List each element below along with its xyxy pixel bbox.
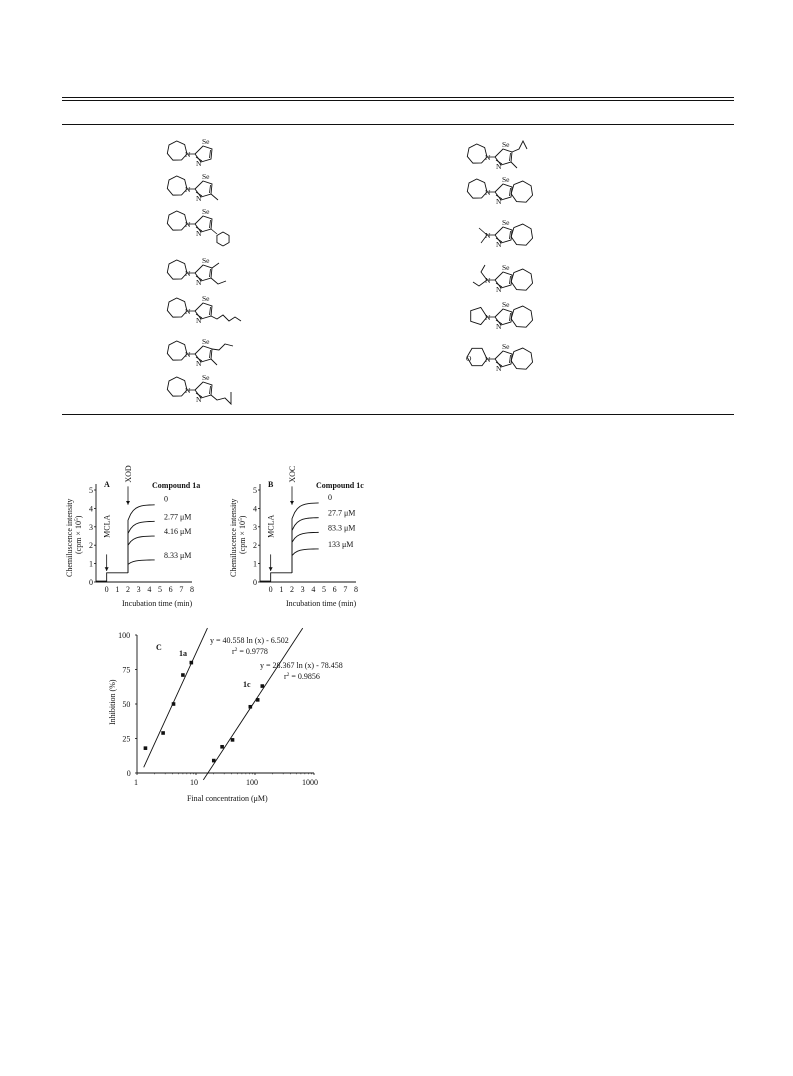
series-curve	[292, 503, 319, 573]
structure-left-6	[165, 368, 285, 412]
y-tick-label: 3	[253, 522, 257, 532]
y-axis-label-end: )	[238, 515, 247, 519]
panel-a-chart	[62, 458, 232, 618]
y-axis-label-2a: (cpm × 10	[238, 521, 247, 554]
x-tick-label: 7	[179, 585, 184, 594]
y-tick-label: 1	[253, 559, 257, 569]
data-point-1c	[261, 684, 265, 688]
mcla-label: MCLA	[266, 514, 276, 538]
n-label: N	[496, 197, 502, 206]
series-label-1c: 1c	[243, 680, 251, 689]
x-tick-label: 7	[343, 585, 348, 594]
series-curve	[128, 505, 155, 573]
se-label: Se	[502, 140, 510, 149]
y-tick-label: 0	[126, 769, 131, 778]
o-label: O	[466, 354, 472, 363]
se-label: Se	[202, 373, 210, 382]
structure-right-2	[465, 213, 585, 257]
structure-left-4	[165, 289, 285, 333]
x-tick-label: 10	[190, 778, 198, 787]
curve-label: 2.77 μM	[164, 512, 192, 522]
n-label: N	[196, 359, 202, 368]
data-point-1a	[144, 746, 148, 750]
n-label: N	[485, 276, 491, 285]
structure-right-4	[465, 295, 585, 339]
structure-left-2	[165, 202, 285, 246]
data-point-1c	[231, 738, 235, 742]
curve-label: 27.7 μM	[328, 508, 356, 518]
se-label: Se	[502, 263, 510, 272]
panel-letter: B	[268, 480, 274, 489]
y-axis-label-sup: 5	[238, 518, 244, 522]
curve-label: 83.3 μM	[328, 523, 356, 533]
compound-title: Compound 1c	[316, 481, 364, 490]
series-curve	[128, 536, 155, 573]
n-label: N	[496, 240, 502, 249]
n-label: N	[196, 194, 202, 203]
se-label: Se	[502, 175, 510, 184]
y-axis-label-2	[74, 515, 83, 554]
panel-b-chart	[226, 458, 396, 618]
data-point-1c	[212, 759, 216, 763]
y-tick-label: 4	[89, 504, 93, 514]
table-top-rule-2	[62, 100, 734, 101]
data-point-1c	[220, 745, 224, 749]
series-curve	[128, 560, 155, 573]
x-tick-label: 5	[322, 585, 326, 594]
se-label: Se	[202, 294, 210, 303]
xod-arrowhead	[290, 501, 294, 505]
x-tick-label: 4	[147, 585, 152, 594]
r2-1c: $r^2 = 0.9856$	[284, 672, 320, 681]
xod-arrowhead	[126, 501, 130, 505]
y-tick-label: 0	[253, 578, 257, 587]
se-label: Se	[502, 218, 510, 227]
x-tick-label: 5	[158, 585, 162, 594]
x-tick-label: 0	[104, 585, 109, 594]
n-label: N	[185, 269, 191, 278]
se-label: Se	[502, 342, 510, 351]
x-tick-label: 0	[268, 585, 273, 594]
y-tick-label: 3	[89, 522, 93, 532]
se-label: Se	[502, 300, 510, 309]
y-tick-label: 5	[89, 486, 93, 495]
y-axis-label-1: Chemiluscence intensity	[229, 498, 238, 577]
series-curve	[292, 549, 319, 573]
x-axis-label: Incubation time (min)	[286, 599, 357, 608]
x-tick-label: 1	[134, 778, 138, 787]
equation-1c: y = 28.367 ln (x) - 78.458	[260, 661, 343, 670]
se-label: Se	[202, 207, 210, 216]
series-curve	[292, 518, 319, 573]
equation-1a: y = 40.558 ln (x) - 6.502	[210, 636, 289, 645]
x-tick-label: 8	[190, 585, 194, 594]
xod-label: XOC	[288, 465, 297, 483]
y-tick-label: 75	[122, 665, 131, 675]
data-point-1a	[161, 731, 165, 735]
compound-title: Compound 1a	[152, 481, 201, 490]
n-label: N	[196, 159, 202, 168]
series-curve	[128, 521, 155, 572]
series-label-1a: 1a	[179, 649, 187, 658]
n-label: N	[485, 313, 491, 322]
n-label: N	[496, 285, 502, 294]
y-tick-label: 0	[89, 578, 93, 587]
n-label: N	[496, 322, 502, 331]
x-tick-label: 100	[246, 778, 258, 787]
baseline-trace	[260, 573, 292, 581]
n-label: N	[185, 185, 191, 194]
mcla-arrowhead	[105, 567, 109, 571]
n-label: N	[196, 395, 202, 404]
x-tick-label: 8	[354, 585, 358, 594]
structure-right-1	[465, 170, 585, 214]
panel-c-chart	[100, 628, 360, 818]
baseline-trace	[96, 573, 128, 581]
curve-label: 0	[328, 492, 332, 502]
se-label: Se	[202, 337, 210, 346]
panel-letter: C	[156, 643, 162, 652]
n-label: N	[485, 153, 491, 162]
n-label: N	[485, 355, 491, 364]
x-tick-label: 1	[279, 585, 284, 594]
x-tick-label: 2	[290, 585, 294, 594]
curve-label: 133 μM	[328, 539, 354, 549]
n-label: N	[185, 386, 191, 395]
panel-letter: A	[104, 480, 110, 489]
mcla-label: MCLA	[102, 514, 112, 538]
data-point-1a	[190, 661, 194, 665]
y-tick-label: 50	[122, 700, 131, 709]
y-axis-label-2a: (cpm × 10	[74, 521, 83, 554]
n-label: N	[185, 150, 191, 159]
curve-label: 8.33 μM	[164, 550, 192, 560]
table-bottom-rule	[62, 414, 734, 415]
x-axis-label: Incubation time (min)	[122, 599, 193, 608]
n-label: N	[185, 350, 191, 359]
x-tick-label: 3	[136, 585, 141, 594]
r2-1a: $r^2 = 0.9778$	[232, 647, 268, 656]
x-axis-label: Final concentration (μM)	[187, 794, 268, 803]
table-top-rule-1	[62, 97, 734, 98]
n-label: N	[185, 307, 191, 316]
x-tick-label: 6	[168, 585, 173, 594]
n-label: N	[196, 278, 202, 287]
fit-line-1a	[144, 628, 208, 767]
y-axis-label: Inhibition (%)	[108, 679, 117, 725]
y-tick-label: 25	[122, 734, 131, 744]
x-tick-label: 4	[311, 585, 316, 594]
n-label: N	[196, 316, 202, 325]
x-tick-label: 3	[300, 585, 305, 594]
x-tick-label: 6	[332, 585, 337, 594]
se-label: Se	[202, 137, 210, 146]
n-label: N	[496, 364, 502, 373]
n-label: N	[485, 231, 491, 240]
y-tick-label: 5	[253, 486, 257, 495]
y-axis-label-sup: 5	[74, 518, 80, 522]
data-point-1c	[256, 698, 260, 702]
mcla-arrowhead	[269, 567, 273, 571]
table-header-rule	[62, 124, 734, 125]
n-label: N	[496, 162, 502, 171]
y-axis-label-2	[238, 515, 247, 554]
n-label: N	[185, 220, 191, 229]
data-point-1c	[249, 705, 253, 709]
data-point-1a	[181, 673, 185, 677]
structure-right-5	[465, 337, 585, 381]
x-tick-label: 1000	[302, 778, 318, 787]
curve-label: 4.16 μM	[164, 527, 192, 536]
x-tick-label: 2	[126, 585, 130, 594]
se-label: Se	[202, 256, 210, 265]
xod-label: XOD	[124, 465, 133, 483]
y-tick-label: 4	[253, 504, 257, 514]
n-label: N	[485, 188, 491, 197]
curve-label: 0	[164, 494, 168, 504]
se-label: Se	[202, 172, 210, 181]
y-tick-label: 2	[253, 541, 257, 551]
y-axis-label-end: )	[74, 515, 83, 519]
y-tick-label: 2	[89, 541, 93, 551]
x-tick-label: 1	[115, 585, 120, 594]
n-label: N	[196, 229, 202, 238]
y-tick-label: 1	[89, 559, 93, 569]
y-tick-label: 100	[118, 631, 131, 640]
y-axis-label-1: Chemiluscence intensity	[65, 498, 74, 577]
data-point-1a	[172, 702, 176, 706]
